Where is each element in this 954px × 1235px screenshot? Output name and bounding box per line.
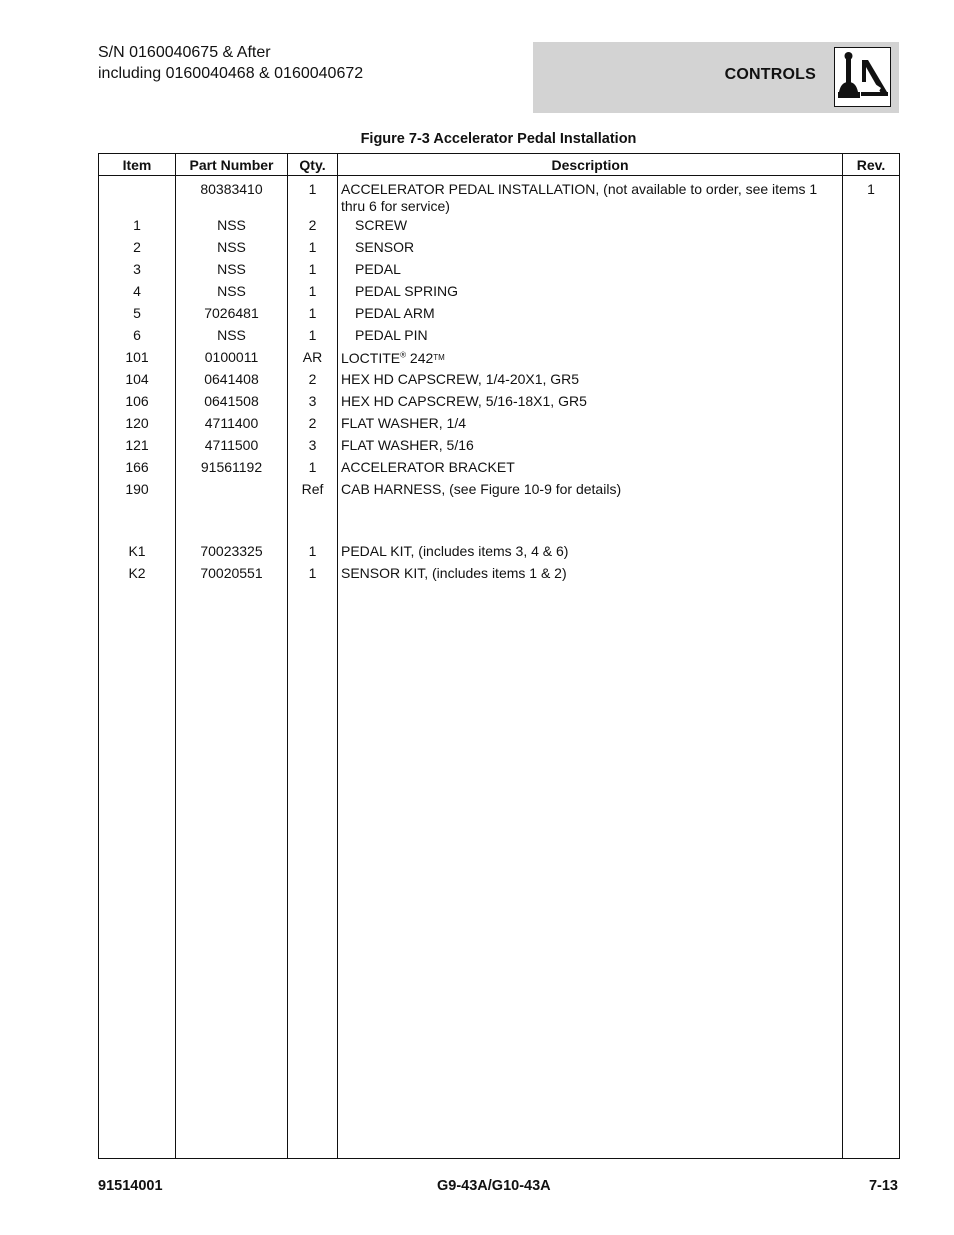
table-row: [99, 259, 900, 281]
rev-cell: [843, 281, 900, 303]
description-cell: ACCELERATOR BRACKET: [338, 457, 843, 479]
description-text: PEDAL SPRING: [355, 283, 458, 299]
table-row: [99, 303, 900, 325]
table-row: [99, 347, 900, 369]
qty-cell: 1: [288, 325, 338, 347]
qty-cell: 1: [288, 563, 338, 585]
item-cell: 121: [99, 435, 176, 457]
qty-cell: 1: [288, 457, 338, 479]
description-cell: ACCELERATOR PEDAL INSTALLATION, (not available to order, see items 1 thru 6 for service): [338, 176, 843, 216]
table-row: [99, 457, 900, 479]
description-cell: [338, 303, 843, 325]
parts-table: [98, 153, 900, 1159]
part-number-cell: 4711400: [176, 413, 288, 435]
table-row: [99, 281, 900, 303]
rev-cell: [843, 435, 900, 457]
column-header-description: Description: [338, 154, 843, 176]
model-designation: G9-43A/G10-43A: [437, 1178, 551, 1194]
qty-cell: 2: [288, 413, 338, 435]
serial-number-line: S/N 0160040675 & After: [98, 44, 271, 61]
part-number-cell: 4711500: [176, 435, 288, 457]
description-number: 242: [406, 350, 434, 366]
serial-number-including-line: including 0160040468 & 0160040672: [98, 65, 364, 82]
document-number: 91514001: [98, 1178, 163, 1194]
rev-cell: [843, 457, 900, 479]
table-row: [99, 479, 900, 501]
rev-cell: [843, 325, 900, 347]
description-cell: FLAT WASHER, 5/16: [338, 435, 843, 457]
part-number-cell: 91561192: [176, 457, 288, 479]
part-number-cell: [176, 479, 288, 501]
registered-mark: ®: [400, 350, 407, 360]
column-header-part-number: Part Number: [176, 154, 288, 176]
part-number-cell: 70023325: [176, 541, 288, 563]
part-number-cell: NSS: [176, 325, 288, 347]
description-cell: [338, 237, 843, 259]
item-cell: 3: [99, 259, 176, 281]
item-cell: K1: [99, 541, 176, 563]
rev-cell: [843, 259, 900, 281]
part-number-cell: NSS: [176, 237, 288, 259]
column-header-rev: Rev.: [843, 154, 900, 176]
table-row: [99, 435, 900, 457]
qty-cell: 2: [288, 369, 338, 391]
item-cell: 101: [99, 347, 176, 369]
table-row: [99, 369, 900, 391]
qty-cell: AR: [288, 347, 338, 369]
rev-cell: [843, 479, 900, 501]
item-cell: [99, 176, 176, 216]
table-row: [99, 413, 900, 435]
section-title: CONTROLS: [724, 66, 816, 83]
item-cell: 1: [99, 215, 176, 237]
table-spacer-row: [99, 521, 900, 541]
qty-cell: 1: [288, 176, 338, 216]
description-cell: [338, 259, 843, 281]
table-row: [99, 325, 900, 347]
controls-lever-pedal-icon: [834, 47, 891, 107]
item-cell: 104: [99, 369, 176, 391]
description-cell: [338, 215, 843, 237]
rev-cell: [843, 347, 900, 369]
description-cell: [338, 281, 843, 303]
column-header-qty: Qty.: [288, 154, 338, 176]
description-cell: SENSOR KIT, (includes items 1 & 2): [338, 563, 843, 585]
rev-cell: [843, 369, 900, 391]
rev-cell: [843, 563, 900, 585]
part-number-cell: 7026481: [176, 303, 288, 325]
item-cell: 190: [99, 479, 176, 501]
description-text: PEDAL: [355, 261, 401, 277]
rev-cell: [843, 541, 900, 563]
table-row: [99, 176, 900, 216]
rev-cell: [843, 237, 900, 259]
qty-cell: 1: [288, 259, 338, 281]
item-cell: 4: [99, 281, 176, 303]
table-row: [99, 215, 900, 237]
rev-cell: [843, 215, 900, 237]
description-cell: HEX HD CAPSCREW, 5/16-18X1, GR5: [338, 391, 843, 413]
qty-cell: 3: [288, 435, 338, 457]
description-cell: [338, 325, 843, 347]
item-cell: K2: [99, 563, 176, 585]
description-text: LOCTITE: [341, 350, 401, 366]
qty-cell: 2: [288, 215, 338, 237]
description-cell: HEX HD CAPSCREW, 1/4-20X1, GR5: [338, 369, 843, 391]
table-row: [99, 391, 900, 413]
part-number-cell: 0641508: [176, 391, 288, 413]
description-text: SENSOR: [355, 239, 415, 255]
table-row: [99, 541, 900, 563]
rev-cell: [843, 391, 900, 413]
description-cell: FLAT WASHER, 1/4: [338, 413, 843, 435]
rev-cell: [843, 413, 900, 435]
description-text: PEDAL ARM: [355, 305, 435, 321]
table-header-row: [99, 154, 900, 176]
rev-cell: [843, 303, 900, 325]
part-number-cell: 0100011: [176, 347, 288, 369]
item-cell: 120: [99, 413, 176, 435]
part-number-cell: 70020551: [176, 563, 288, 585]
column-header-item: Item: [99, 154, 176, 176]
qty-cell: 1: [288, 303, 338, 325]
description-text: PEDAL PIN: [355, 327, 428, 343]
qty-cell: 3: [288, 391, 338, 413]
item-cell: 166: [99, 457, 176, 479]
trademark-mark: TM: [433, 353, 445, 362]
table-row: [99, 237, 900, 259]
description-cell: [338, 347, 843, 369]
qty-cell: 1: [288, 281, 338, 303]
table-row: [99, 563, 900, 585]
item-cell: 2: [99, 237, 176, 259]
part-number-cell: NSS: [176, 215, 288, 237]
part-number-cell: NSS: [176, 259, 288, 281]
part-number-cell: 0641408: [176, 369, 288, 391]
qty-cell: 1: [288, 237, 338, 259]
description-text: SCREW: [355, 217, 408, 233]
item-cell: 6: [99, 325, 176, 347]
serial-number-block: [98, 42, 363, 84]
page-number: 7-13: [868, 1178, 898, 1194]
item-cell: 5: [99, 303, 176, 325]
qty-cell: Ref: [288, 479, 338, 501]
description-cell: PEDAL KIT, (includes items 3, 4 & 6): [338, 541, 843, 563]
table-spacer-row: [99, 501, 900, 521]
rev-cell: 1: [843, 176, 900, 216]
qty-cell: 1: [288, 541, 338, 563]
table-filler-row: [99, 585, 900, 1159]
description-cell: CAB HARNESS, (see Figure 10-9 for details): [338, 479, 843, 501]
part-number-cell: NSS: [176, 281, 288, 303]
section-header: [533, 42, 899, 113]
part-number-cell: 80383410: [176, 176, 288, 216]
item-cell: 106: [99, 391, 176, 413]
figure-title: Figure 7-3 Accelerator Pedal Installation: [360, 131, 637, 147]
